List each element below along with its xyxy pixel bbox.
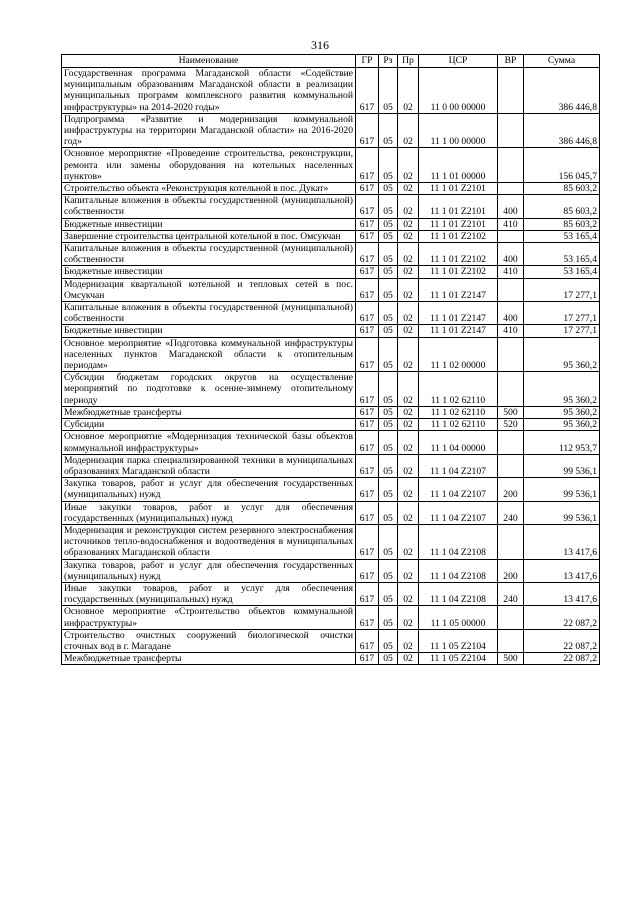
cell-pr: 02 (398, 243, 419, 266)
cell-gr: 617 (356, 230, 379, 242)
cell-pr: 02 (398, 629, 419, 652)
cell-gr: 617 (356, 278, 379, 301)
cell-sum: 85 603,2 (524, 183, 600, 195)
table-body (62, 68, 600, 665)
cell-name: Иные закупки товаров, работ и услуг для обеспечения государственных (муниципальных) нужд (62, 501, 356, 524)
cell-pr: 02 (398, 302, 419, 325)
cell-sum: 95 360,2 (524, 406, 600, 418)
cell-sum: 53 165,4 (524, 243, 600, 266)
table-row (62, 302, 600, 325)
cell-vr: 240 (498, 582, 524, 605)
cell-csr: 11 1 04 00000 (419, 431, 498, 454)
cell-sum: 17 277,1 (524, 278, 600, 301)
cell-rz: 05 (379, 183, 398, 195)
cell-csr: 11 1 04 Z2107 (419, 501, 498, 524)
cell-rz: 05 (379, 218, 398, 230)
cell-csr: 11 1 01 Z2102 (419, 243, 498, 266)
cell-rz: 05 (379, 148, 398, 183)
cell-pr: 02 (398, 183, 419, 195)
cell-pr: 02 (398, 337, 419, 372)
cell-sum: 386 446,8 (524, 68, 600, 114)
cell-csr: 11 1 01 00000 (419, 148, 498, 183)
cell-gr: 617 (356, 629, 379, 652)
cell-name: Модернизация парка специализированной техники в муниципальных образованиях Магаданской области (62, 454, 356, 477)
cell-gr: 617 (356, 478, 379, 501)
cell-name: Модернизация квартальной котельной и тепловых сетей в пос. Омсукчан (62, 278, 356, 301)
cell-sum: 95 360,2 (524, 337, 600, 372)
cell-gr: 617 (356, 454, 379, 477)
cell-gr: 617 (356, 653, 379, 665)
cell-rz: 05 (379, 195, 398, 218)
cell-gr: 617 (356, 431, 379, 454)
cell-gr: 617 (356, 68, 379, 114)
cell-sum: 22 087,2 (524, 653, 600, 665)
cell-pr: 02 (398, 501, 419, 524)
cell-csr: 11 1 01 Z2101 (419, 183, 498, 195)
cell-rz: 05 (379, 501, 398, 524)
table-row (62, 431, 600, 454)
cell-rz: 05 (379, 113, 398, 148)
cell-csr: 11 1 01 Z2102 (419, 230, 498, 242)
cell-pr: 02 (398, 419, 419, 431)
cell-pr: 02 (398, 478, 419, 501)
cell-gr: 617 (356, 243, 379, 266)
cell-gr: 617 (356, 406, 379, 418)
cell-csr: 11 1 01 Z2147 (419, 278, 498, 301)
cell-name: Основное мероприятие «Проведение строительства, реконструкции, ремонта или замены оборудования на котельных населенных пунктов» (62, 148, 356, 183)
cell-gr: 617 (356, 148, 379, 183)
cell-gr: 617 (356, 582, 379, 605)
cell-pr: 02 (398, 218, 419, 230)
header-pr: Пр (398, 55, 419, 68)
table-row (62, 372, 600, 407)
cell-pr: 02 (398, 195, 419, 218)
cell-pr: 02 (398, 372, 419, 407)
cell-csr: 11 1 01 Z2147 (419, 302, 498, 325)
cell-csr: 11 1 04 Z2107 (419, 454, 498, 477)
cell-name: Капитальные вложения в объекты государственной (муниципальной) собственности (62, 195, 356, 218)
cell-gr: 617 (356, 183, 379, 195)
cell-rz: 05 (379, 243, 398, 266)
cell-gr: 617 (356, 606, 379, 629)
cell-pr: 02 (398, 278, 419, 301)
table-row (62, 629, 600, 652)
cell-vr (498, 113, 524, 148)
cell-name: Модернизация и реконструкция систем резервного электроснабжения источников тепло-водоснабжения и водоотведения в муниципальных образованиях Магаданской области (62, 524, 356, 559)
cell-vr: 500 (498, 406, 524, 418)
cell-pr: 02 (398, 653, 419, 665)
cell-gr: 617 (356, 419, 379, 431)
cell-sum: 22 087,2 (524, 606, 600, 629)
table-row (62, 406, 600, 418)
cell-csr: 11 1 02 62110 (419, 372, 498, 407)
cell-sum: 22 087,2 (524, 629, 600, 652)
cell-name: Субсидии (62, 419, 356, 431)
cell-rz: 05 (379, 431, 398, 454)
cell-sum: 95 360,2 (524, 419, 600, 431)
cell-vr (498, 183, 524, 195)
table-row (62, 419, 600, 431)
cell-name: Бюджетные инвестиции (62, 218, 356, 230)
cell-vr: 400 (498, 302, 524, 325)
cell-name: Основное мероприятие «Строительство объектов коммунальной инфраструктуры» (62, 606, 356, 629)
table-row (62, 218, 600, 230)
cell-csr: 11 1 04 Z2108 (419, 559, 498, 582)
cell-name: Государственная программа Магаданской области «Содействие муниципальным образованиям Магаданской области в реализации муниципальных программ комплексного развития коммунальной инфраструктуры» на 2014-2020 годы» (62, 68, 356, 114)
cell-gr: 617 (356, 195, 379, 218)
cell-sum: 99 536,1 (524, 478, 600, 501)
cell-name: Основное мероприятие «Модернизация технической базы объектов коммунальной инфраструктуры» (62, 431, 356, 454)
cell-vr (498, 606, 524, 629)
table-row (62, 582, 600, 605)
cell-name: Завершение строительства центральной котельной в пос. Омсукчан (62, 230, 356, 242)
table-row (62, 524, 600, 559)
cell-pr: 02 (398, 582, 419, 605)
cell-rz: 05 (379, 230, 398, 242)
cell-rz: 05 (379, 478, 398, 501)
cell-name: Закупка товаров, работ и услуг для обеспечения государственных (муниципальных) нужд (62, 559, 356, 582)
cell-gr: 617 (356, 524, 379, 559)
cell-csr: 11 1 01 Z2147 (419, 325, 498, 337)
budget-table (61, 54, 600, 665)
cell-csr: 11 1 02 00000 (419, 337, 498, 372)
cell-rz: 05 (379, 559, 398, 582)
cell-csr: 11 1 04 Z2107 (419, 478, 498, 501)
cell-vr: 400 (498, 195, 524, 218)
cell-sum: 99 536,1 (524, 501, 600, 524)
table-row (62, 148, 600, 183)
cell-name: Межбюджетные трансферты (62, 406, 356, 418)
cell-pr: 02 (398, 606, 419, 629)
cell-sum: 85 603,2 (524, 195, 600, 218)
table-row (62, 653, 600, 665)
cell-vr: 200 (498, 478, 524, 501)
table-row (62, 230, 600, 242)
cell-name: Основное мероприятие «Подготовка коммунальной инфраструктуры населенных пунктов Магаданской области к отопительным периодам» (62, 337, 356, 372)
header-csr: ЦСР (419, 55, 498, 68)
cell-vr: 500 (498, 653, 524, 665)
header-name: Наименование (62, 55, 356, 68)
cell-rz: 05 (379, 629, 398, 652)
cell-name: Межбюджетные трансферты (62, 653, 356, 665)
cell-vr: 410 (498, 266, 524, 278)
cell-name: Субсидии бюджетам городских округов на осуществление мероприятий по подготовке к осенне-зимнему отопительному периоду (62, 372, 356, 407)
cell-rz: 05 (379, 653, 398, 665)
cell-rz: 05 (379, 302, 398, 325)
table-row (62, 559, 600, 582)
header-sum: Сумма (524, 55, 600, 68)
table-row (62, 606, 600, 629)
cell-sum: 85 603,2 (524, 218, 600, 230)
cell-csr: 11 1 05 00000 (419, 606, 498, 629)
cell-vr (498, 68, 524, 114)
cell-pr: 02 (398, 406, 419, 418)
cell-name: Строительство объекта «Реконструкция котельной в пос. Дукат» (62, 183, 356, 195)
cell-gr: 617 (356, 266, 379, 278)
cell-pr: 02 (398, 431, 419, 454)
cell-csr: 11 1 01 Z2101 (419, 218, 498, 230)
cell-pr: 02 (398, 230, 419, 242)
cell-csr: 11 1 01 Z2102 (419, 266, 498, 278)
cell-csr: 11 0 00 00000 (419, 68, 498, 114)
cell-sum: 99 536,1 (524, 454, 600, 477)
cell-gr: 617 (356, 337, 379, 372)
table-row (62, 478, 600, 501)
cell-rz: 05 (379, 337, 398, 372)
cell-sum: 95 360,2 (524, 372, 600, 407)
cell-vr (498, 629, 524, 652)
cell-sum: 13 417,6 (524, 559, 600, 582)
cell-vr: 240 (498, 501, 524, 524)
table-row (62, 68, 600, 114)
cell-rz: 05 (379, 406, 398, 418)
cell-name: Бюджетные инвестиции (62, 266, 356, 278)
cell-pr: 02 (398, 68, 419, 114)
cell-rz: 05 (379, 278, 398, 301)
cell-vr (498, 524, 524, 559)
cell-name: Подпрограмма «Развитие и модернизация коммунальной инфраструктуры на территории Магаданской области» на 2016-2020 год» (62, 113, 356, 148)
cell-sum: 13 417,6 (524, 582, 600, 605)
table-row (62, 243, 600, 266)
cell-csr: 11 1 00 00000 (419, 113, 498, 148)
table-row (62, 266, 600, 278)
table-row (62, 113, 600, 148)
cell-vr (498, 454, 524, 477)
cell-csr: 11 1 02 62110 (419, 406, 498, 418)
cell-csr: 11 1 05 Z2104 (419, 653, 498, 665)
table-row (62, 183, 600, 195)
cell-vr (498, 230, 524, 242)
header-gr: ГР (356, 55, 379, 68)
table-row (62, 278, 600, 301)
table-row (62, 454, 600, 477)
cell-pr: 02 (398, 113, 419, 148)
cell-name: Капитальные вложения в объекты государственной (муниципальной) собственности (62, 302, 356, 325)
cell-vr (498, 431, 524, 454)
cell-gr: 617 (356, 302, 379, 325)
cell-vr (498, 148, 524, 183)
cell-pr: 02 (398, 454, 419, 477)
cell-sum: 156 045,7 (524, 148, 600, 183)
cell-vr (498, 337, 524, 372)
cell-csr: 11 1 04 Z2108 (419, 582, 498, 605)
cell-vr: 200 (498, 559, 524, 582)
cell-csr: 11 1 04 Z2108 (419, 524, 498, 559)
cell-vr (498, 278, 524, 301)
cell-sum: 17 277,1 (524, 325, 600, 337)
cell-name: Закупка товаров, работ и услуг для обеспечения государственных (муниципальных) нужд (62, 478, 356, 501)
cell-vr (498, 372, 524, 407)
cell-vr: 400 (498, 243, 524, 266)
cell-name: Иные закупки товаров, работ и услуг для обеспечения государственных (муниципальных) нужд (62, 582, 356, 605)
table-row (62, 337, 600, 372)
cell-sum: 53 165,4 (524, 266, 600, 278)
header-rz: Рз (379, 55, 398, 68)
cell-pr: 02 (398, 148, 419, 183)
cell-rz: 05 (379, 454, 398, 477)
table-row (62, 325, 600, 337)
cell-gr: 617 (356, 372, 379, 407)
cell-gr: 617 (356, 218, 379, 230)
cell-sum: 13 417,6 (524, 524, 600, 559)
cell-vr: 520 (498, 419, 524, 431)
table-header-row (62, 55, 600, 68)
cell-rz: 05 (379, 372, 398, 407)
cell-rz: 05 (379, 68, 398, 114)
cell-gr: 617 (356, 325, 379, 337)
cell-pr: 02 (398, 266, 419, 278)
cell-gr: 617 (356, 559, 379, 582)
cell-gr: 617 (356, 113, 379, 148)
cell-rz: 05 (379, 266, 398, 278)
cell-rz: 05 (379, 582, 398, 605)
cell-vr: 410 (498, 218, 524, 230)
cell-sum: 112 953,7 (524, 431, 600, 454)
cell-rz: 05 (379, 325, 398, 337)
cell-rz: 05 (379, 606, 398, 629)
table-row (62, 195, 600, 218)
header-vr: ВР (498, 55, 524, 68)
cell-pr: 02 (398, 559, 419, 582)
cell-sum: 386 446,8 (524, 113, 600, 148)
cell-name: Бюджетные инвестиции (62, 325, 356, 337)
cell-rz: 05 (379, 524, 398, 559)
table-row (62, 501, 600, 524)
cell-rz: 05 (379, 419, 398, 431)
cell-gr: 617 (356, 501, 379, 524)
page-number: 316 (311, 38, 329, 52)
cell-sum: 17 277,1 (524, 302, 600, 325)
cell-csr: 11 1 02 62110 (419, 419, 498, 431)
cell-name: Капитальные вложения в объекты государственной (муниципальной) собственности (62, 243, 356, 266)
cell-vr: 410 (498, 325, 524, 337)
cell-csr: 11 1 01 Z2101 (419, 195, 498, 218)
cell-pr: 02 (398, 524, 419, 559)
cell-pr: 02 (398, 325, 419, 337)
cell-name: Строительство очистных сооружений биологической очистки сточных вод в г. Магадане (62, 629, 356, 652)
cell-sum: 53 165,4 (524, 230, 600, 242)
cell-csr: 11 1 05 Z2104 (419, 629, 498, 652)
